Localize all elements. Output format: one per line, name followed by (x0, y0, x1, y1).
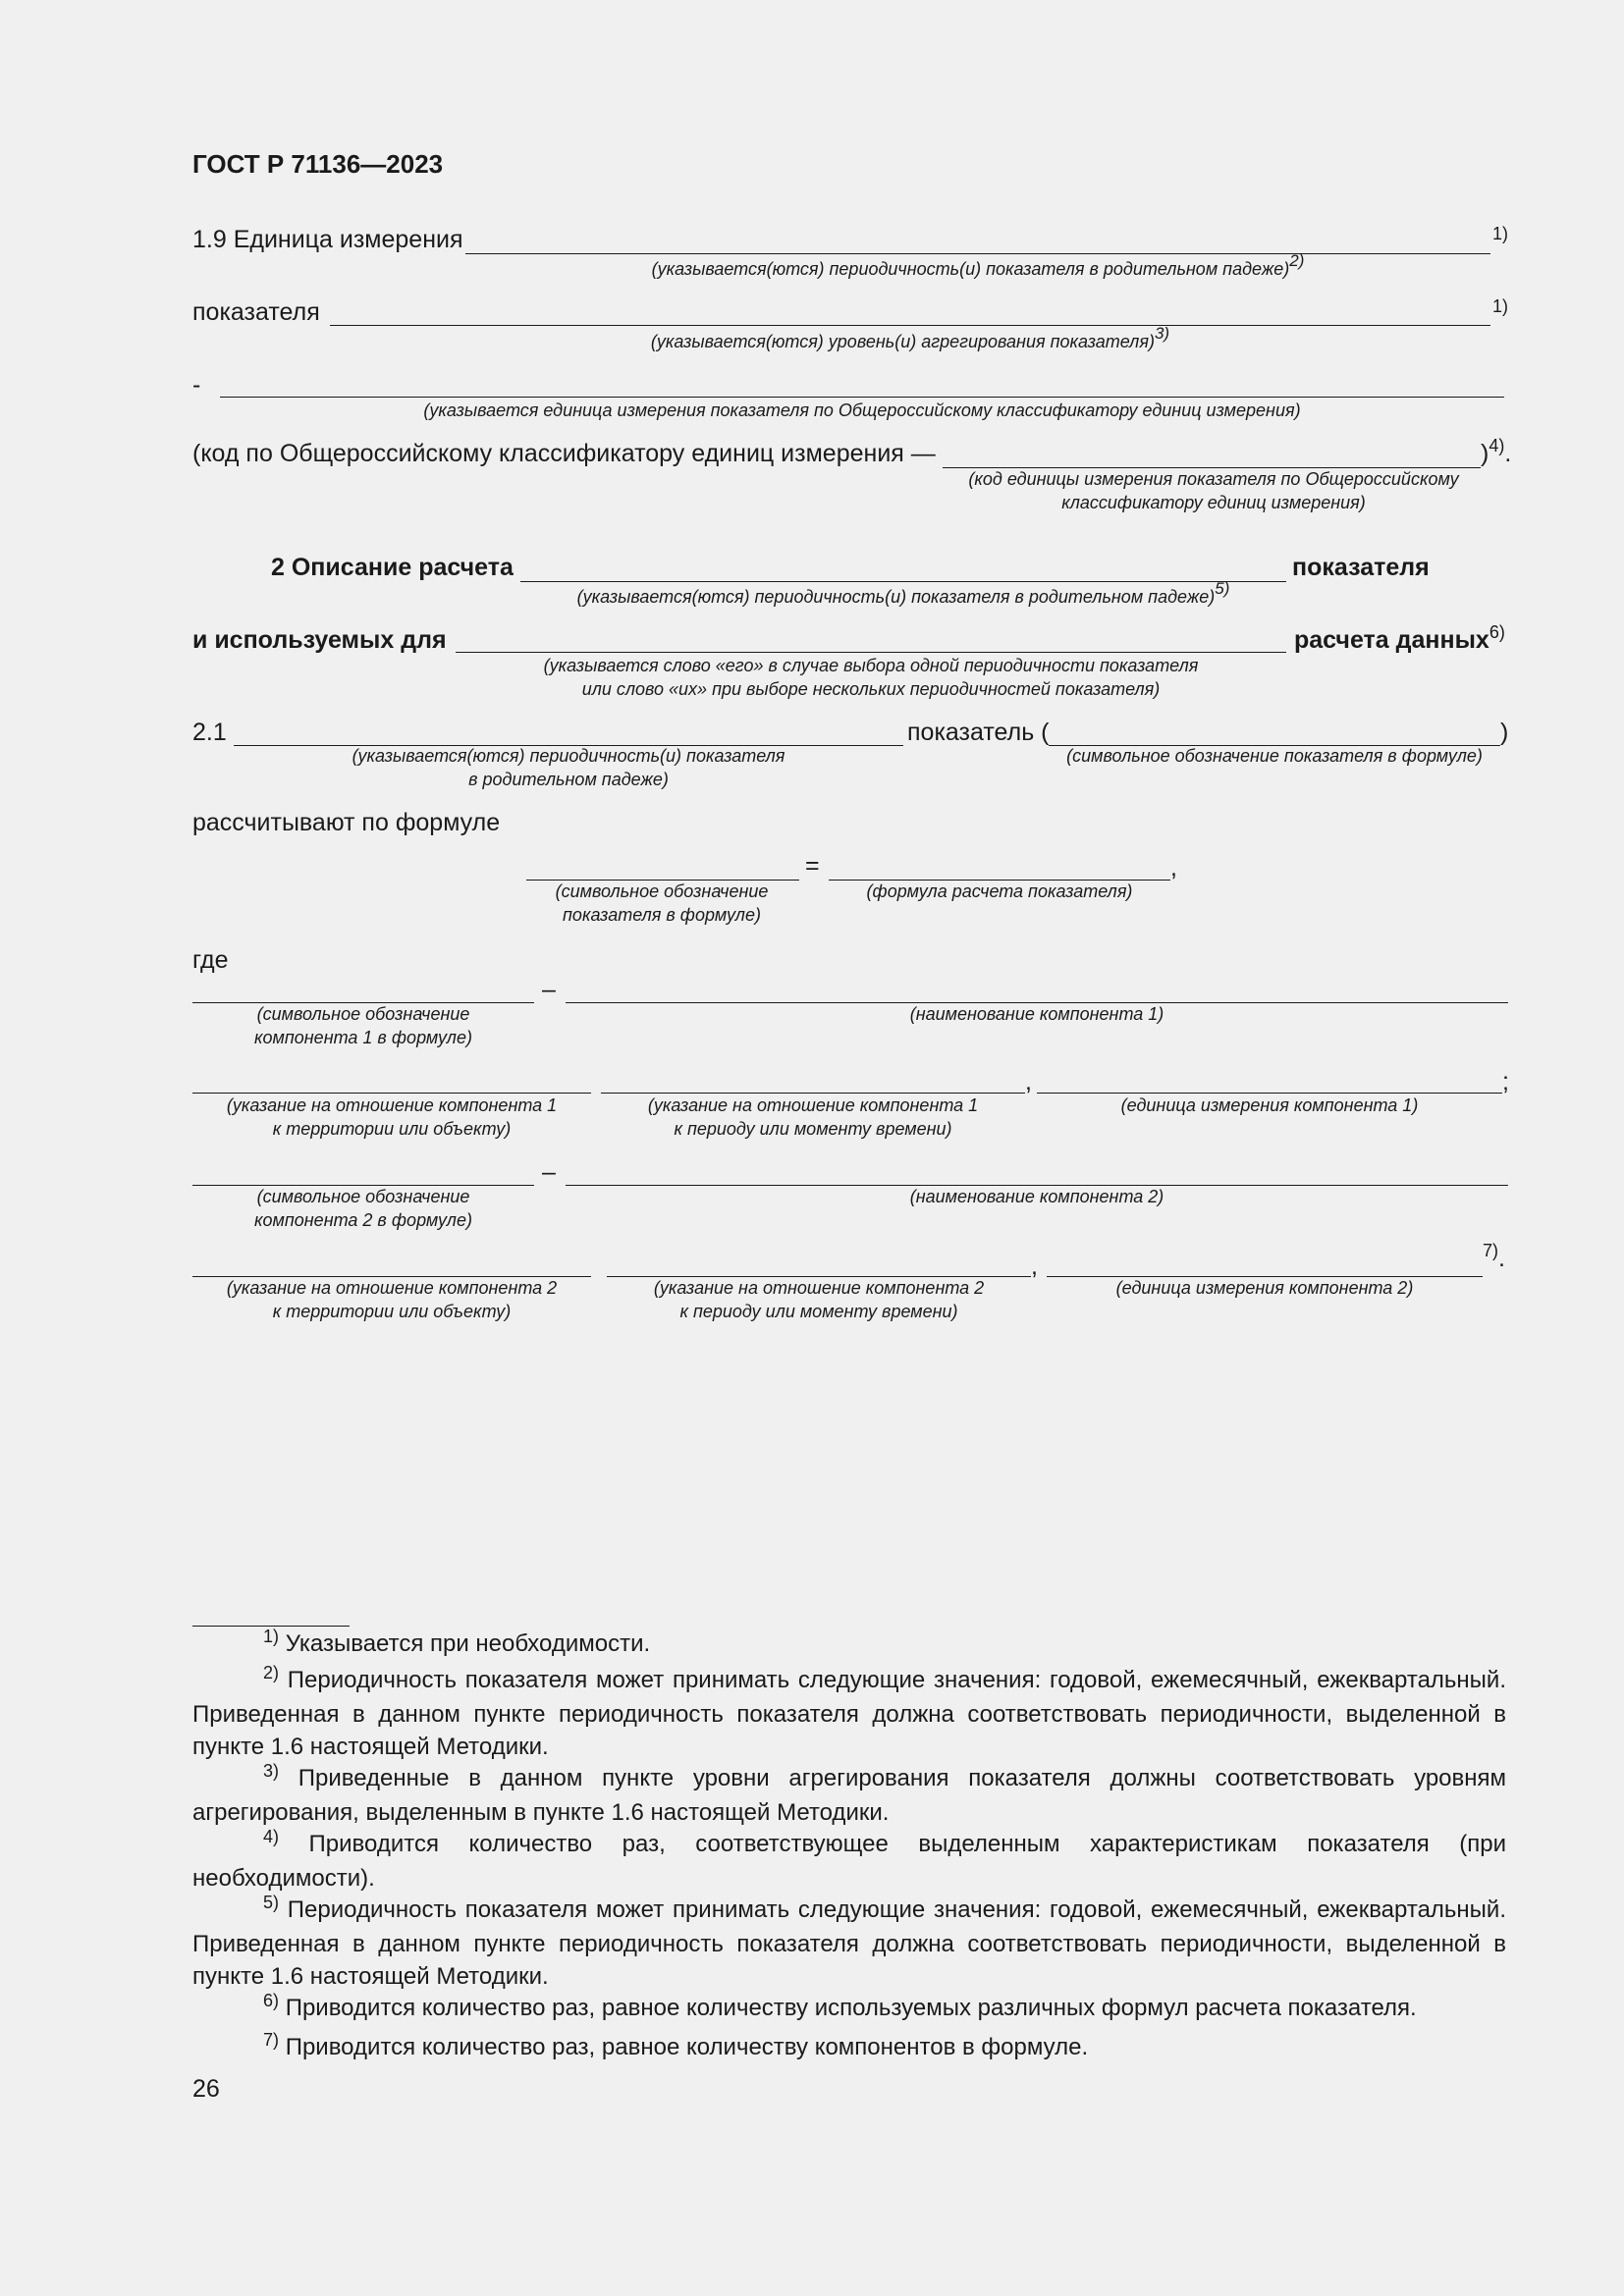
formula-comma: , (1170, 854, 1177, 881)
unit-okei-hint: (указывается единица измерения показателя по Общероссийскому классификатору единиц измерения) (423, 400, 1301, 420)
section-2-pronoun-blank[interactable] (456, 652, 1286, 653)
unit-periodicity-hint: (указывается(ются) периодичность(и) показателя в родительном падеже)2) (651, 251, 1305, 279)
okei-code-hint: (код единицы измерения показателя по Общероссийскому классификатору единиц измерения) (968, 469, 1459, 512)
component-2-symbol-hint: (символьное обозначение компонента 2 в формуле) (254, 1187, 472, 1230)
footnote-4: $^{4)}$ Приводится количество раз, соответствующее выделенным характеристикам показателя (при необходимости). (192, 1827, 1506, 1892)
footnote-5: $^{5)}$ Периодичность показателя может принимать следующие значения: годовой, ежемесячный, ежеквартальный. Приведенная в данном пункте периодичность показателя должна соответствовать периодичности, выделенной в пункте 1.6 настоящей Методики. (192, 1893, 1506, 1990)
component-2-comma: , (1031, 1253, 1038, 1280)
indicator-label: показателя (192, 298, 320, 326)
clause-2-1-number: 2.1 (192, 719, 227, 746)
component-1-dash: – (542, 976, 556, 1003)
section-2-periodicity-blank[interactable] (520, 581, 1286, 582)
formula-label: рассчитывают по формуле (192, 809, 501, 836)
where-label: где (192, 946, 229, 974)
section-2-heading-end: показателя (1292, 554, 1430, 581)
indicator-symbol-hint: (символьное обозначение показателя в формуле) (1066, 746, 1483, 766)
okei-code-label: (код по Общероссийскому классификатору единиц измерения — (192, 440, 936, 467)
unit-periodicity-blank[interactable] (465, 253, 1490, 254)
okei-code-close: )$^{4)}$. (1481, 436, 1512, 467)
footnote-6: $^{6)}$ Приводится количество раз, равное количеству используемых различных формул расчета показателя. (263, 1991, 1417, 2021)
aggregation-footnote-mark: 1) (1492, 296, 1509, 316)
component-2-end: $^{7)}$. (1483, 1241, 1505, 1272)
indicator-symbol-close: ) (1500, 719, 1509, 746)
clause-2-1-periodicity-hint: (указывается(ются) периодичность(и) показателя в родительном падеже) (352, 746, 785, 789)
section-2-heading-line2: и используемых для (192, 626, 447, 654)
aggregation-level-blank[interactable] (330, 325, 1490, 326)
section-2-pronoun-hint: (указывается слово «его» в случае выбора одной периодичности показателя или слово «их» при выборе нескольких периодичностей показателя) (543, 656, 1199, 699)
equals-sign: = (805, 852, 820, 880)
footnote-2: $^{2)}$ Периодичность показателя может принимать следующие значения: годовой, ежемесячный, ежеквартальный. Приведенная в данном пункте периодичность показателя должна соответствовать периодичности, выделенной в пункте 1.6 настоящей Методики. (192, 1663, 1506, 1760)
footnote-1: $^{1)}$ Указывается при необходимости. (263, 1627, 651, 1657)
aggregation-level-hint: (указывается(ются) уровень(и) агрегирования показателя)3) (650, 324, 1170, 351)
component-2-dash: – (542, 1158, 556, 1186)
indicator-word: показатель ( (907, 719, 1050, 746)
section-2-periodicity-hint: (указывается(ются) периодичность(и) показателя в родительном падеже)5) (576, 579, 1230, 607)
page-number: 26 (192, 2075, 220, 2103)
component-2-name-hint: (наименование компонента 2) (909, 1187, 1164, 1206)
formula-expression-hint: (формула расчета показателя) (866, 881, 1133, 901)
component-1-end: ; (1502, 1068, 1509, 1095)
component-1-territory-hint: (указание на отношение компонента 1 к территории или объекту) (226, 1095, 558, 1139)
component-2-territory-hint: (указание на отношение компонента 2 к территории или объекту) (226, 1278, 558, 1321)
unit-label: 1.9 Единица измерения (192, 226, 463, 253)
unit-footnote-mark: 1) (1492, 224, 1509, 243)
component-1-unit-hint: (единица измерения компонента 1) (1120, 1095, 1419, 1115)
component-1-comma: , (1025, 1068, 1032, 1095)
unit-okei-blank[interactable] (220, 397, 1504, 398)
formula-symbol-hint: (символьное обозначение показателя в формуле) (555, 881, 769, 925)
section-2-heading: 2 Описание расчета (271, 554, 514, 581)
section-2-heading-line2-end: расчета данных$^{6)}$ (1294, 622, 1505, 654)
dash-marker: - (192, 371, 201, 399)
footnote-7: $^{7)}$ Приводится количество раз, равное количеству компонентов в формуле. (263, 2030, 1089, 2060)
document-title: ГОСТ Р 71136—2023 (192, 149, 444, 179)
component-2-unit-hint: (единица измерения компонента 2) (1115, 1278, 1414, 1298)
component-1-period-hint: (указание на отношение компонента 1 к периоду или моменту времени) (647, 1095, 979, 1139)
component-1-name-hint: (наименование компонента 1) (909, 1004, 1164, 1024)
component-2-period-hint: (указание на отношение компонента 2 к периоду или моменту времени) (653, 1278, 985, 1321)
footnote-3: $^{3)}$ Приведенные в данном пункте уровни агрегирования показателя должны соответствовать уровням агрегирования, выделенным в пункте 1.6 настоящей Методики. (192, 1761, 1507, 1826)
component-1-symbol-hint: (символьное обозначение компонента 1 в формуле) (254, 1004, 472, 1047)
